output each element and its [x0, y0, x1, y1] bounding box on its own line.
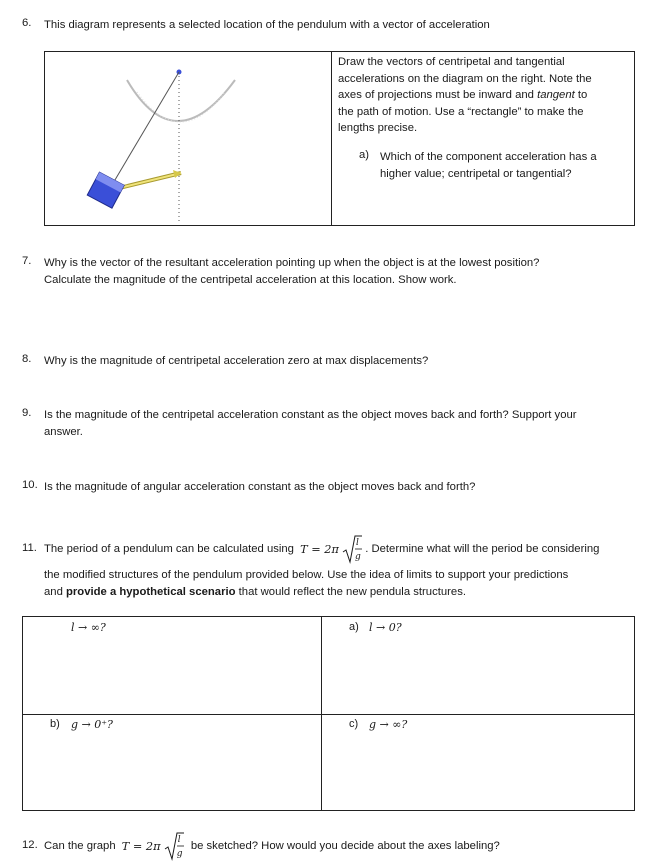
pendulum-bob: [87, 172, 124, 208]
q6-diagram-box: [44, 51, 332, 226]
q6-text: This diagram represents a selected location of the pendulum with a vector of acceleration: [44, 19, 490, 31]
q10-number: 10.: [22, 479, 38, 491]
q9-text: Is the magnitude of the centripetal acceleration constant as the object moves back and forth? Support your answer.: [44, 409, 577, 438]
cell-l-to-infinity[interactable]: l → ∞?: [71, 621, 106, 634]
q6-instructions: Draw the vectors of centripetal and tangential accelerations on the diagram on the right. Note the axes of projections must be inward and tangent to the path of motion. Use a “rectangle” to make the lengths precise.: [338, 56, 592, 134]
q7-number: 7.: [22, 255, 32, 267]
q12-text: Can the graph T = 2π l g be sketched? How would you decide about the axes labeling?: [44, 831, 500, 861]
q11-number: 11.: [22, 542, 37, 554]
pendulum-arc: [127, 80, 235, 121]
q12-number: 12.: [22, 839, 38, 851]
cell-g-to-infinity[interactable]: g → ∞?: [369, 718, 408, 731]
cell-b-label: b): [50, 718, 60, 730]
cell-a-label: a): [349, 621, 359, 633]
q11-line1: The period of a pendulum can be calculated using T = 2π l g . Determine what will the period be considering: [44, 534, 599, 564]
q11-answer-grid: [22, 616, 635, 811]
q8-number: 8.: [22, 353, 32, 365]
cell-c-label: c): [349, 718, 359, 730]
q11-sqrt: l g: [342, 534, 362, 564]
q11-line3: and provide a hypothetical scenario that would reflect the new pendula structures.: [44, 586, 466, 598]
q6-sub-a-text: Which of the component acceleration has a higher value; centripetal or tangential?: [380, 151, 597, 180]
q10-text: Is the magnitude of angular acceleration constant as the object moves back and forth?: [44, 481, 476, 493]
q6-number: 6.: [22, 17, 32, 29]
q9-number: 9.: [22, 407, 32, 419]
q11-line2: the modified structures of the pendulum provided below. Use the idea of limits to support your predictions: [44, 569, 569, 581]
pendulum-string: [109, 72, 179, 190]
q11-formula: T = 2π: [300, 542, 339, 556]
q8-text: Why is the magnitude of centripetal acceleration zero at max displacements?: [44, 355, 429, 367]
arc-ticks: [137, 92, 225, 122]
cell-g-to-zero-plus[interactable]: g → 0⁺?: [71, 718, 113, 731]
grid-horizontal-divider: [23, 714, 634, 715]
pendulum-diagram: [45, 52, 333, 227]
q6-instruction-box: [331, 51, 635, 226]
cell-l-to-zero[interactable]: l → 0?: [369, 621, 402, 634]
q7-text: Why is the vector of the resultant acceleration pointing up when the object is at the lowest position? Calculate the magnitude of the centripetal acceleration at this location. Show work.: [44, 257, 540, 286]
q12-formula: T = 2π: [121, 839, 161, 853]
q6-sub-a-label: a): [359, 149, 370, 161]
q12-sqrt: l g: [164, 831, 184, 861]
